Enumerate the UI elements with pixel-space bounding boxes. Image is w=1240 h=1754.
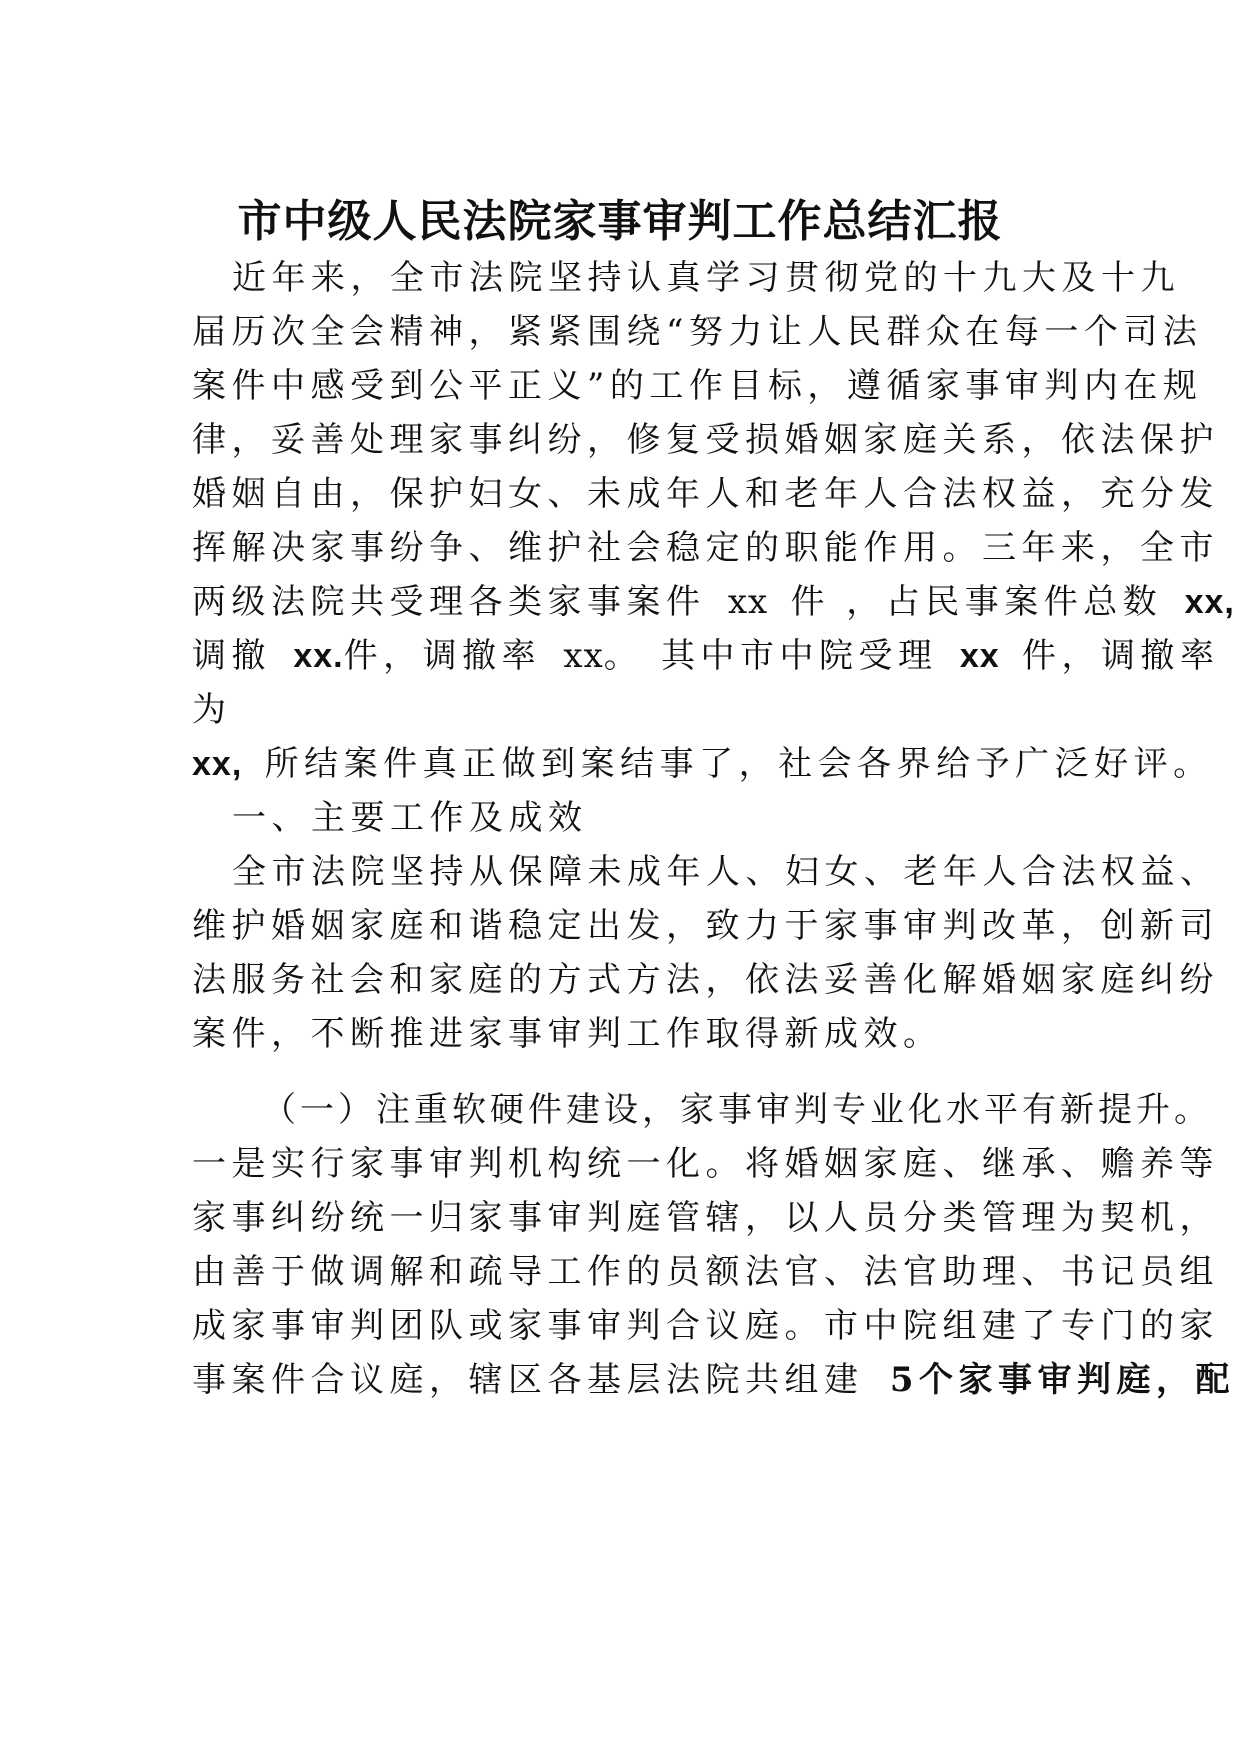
intro-line-8: [192, 636, 1220, 676]
section-p1-line-1: 全市法院坚持从保障未成年人、妇女、老年人合法权益、: [232, 852, 1220, 892]
section-text: 事案件合议庭，辖区各基层法院共组建: [192, 1360, 864, 1400]
civil-ratio-value: xx,: [1184, 583, 1235, 621]
intro-line-1: 近年来，全市法院坚持认真学习贯彻党的十九大及十九: [232, 258, 1180, 298]
intro-line-5: 婚姻自由，保护妇女、未成年人和老年人合法权益，充分发: [192, 474, 1219, 514]
intro-text: 件，调撤率: [1022, 636, 1220, 676]
intro-text: 所结案件真正做到案结事了，社会各界给予广泛好评。: [264, 744, 1213, 784]
intro-line-2: 届历次全会精神，紧紧围绕“努力让人民群众在每一个司法: [192, 312, 1203, 352]
intro-text: 其中市中院受理: [661, 636, 938, 676]
section-p2-line-4: 由善于做调解和疏导工作的员额法官、法官助理、书记员组: [192, 1252, 1219, 1292]
intro-line-6: 挥解决家事纷争、维护社会稳定的职能作用。三年来，全市: [192, 528, 1219, 568]
mid-court-rate-value: xx,: [192, 745, 243, 783]
page-title: 市中级人民法院家事审判工作总结汇报: [237, 196, 1003, 247]
intro-line-4: 律，妥善处理家事纠纷，修复受损婚姻家庭关系，依法保护: [192, 420, 1219, 460]
section-heading: 一、主要工作及成效: [232, 798, 588, 838]
intro-line-10: [192, 744, 1213, 784]
section-p2-line-6: [192, 1360, 1235, 1400]
section-p1-line-2: 维护婚姻家庭和谐稳定出发，致力于家事审判改革，创新司: [192, 906, 1219, 946]
section-p2-line-2: 一是实行家事审判机构统一化。将婚姻家庭、继承、赡养等: [192, 1144, 1219, 1184]
section-p1-line-3: 法服务社会和家庭的方式方法，依法妥善化解婚姻家庭纠纷: [192, 960, 1219, 1000]
family-court-count: 5个家事审判庭，配: [889, 1360, 1235, 1400]
section-p2-line-5: 成家事审判团队或家事审判合议庭。市中院组建了专门的家: [192, 1306, 1219, 1346]
intro-text: 调撤: [192, 636, 271, 676]
mediation-count-value: xx.: [293, 637, 344, 675]
section-p2-line-3: 家事纠纷统一归家事审判庭管辖，以人员分类管理为契机，: [192, 1198, 1219, 1238]
intro-text: 件，调撤率: [343, 636, 542, 676]
intro-text: 两级法院共受理各类家事案件: [192, 582, 706, 622]
subsection-heading: （一）注重软硬件建设，家事审判专业化水平有新提升。: [262, 1090, 1212, 1130]
intro-line-3: 案件中感受到公平正义”的工作目标，遵循家事审判内在规: [192, 366, 1203, 406]
intro-text: 件 ，占民事案件总数: [790, 582, 1163, 622]
mediation-rate-value: xx。: [563, 636, 639, 676]
case-count-value: xx: [727, 582, 769, 622]
intro-line-7: [192, 582, 1235, 622]
intro-line-9: 为: [192, 690, 232, 730]
mid-court-case-value: xx: [959, 637, 1000, 675]
section-p1-line-4: 案件，不断推进家事审判工作取得新成效。: [192, 1014, 943, 1054]
